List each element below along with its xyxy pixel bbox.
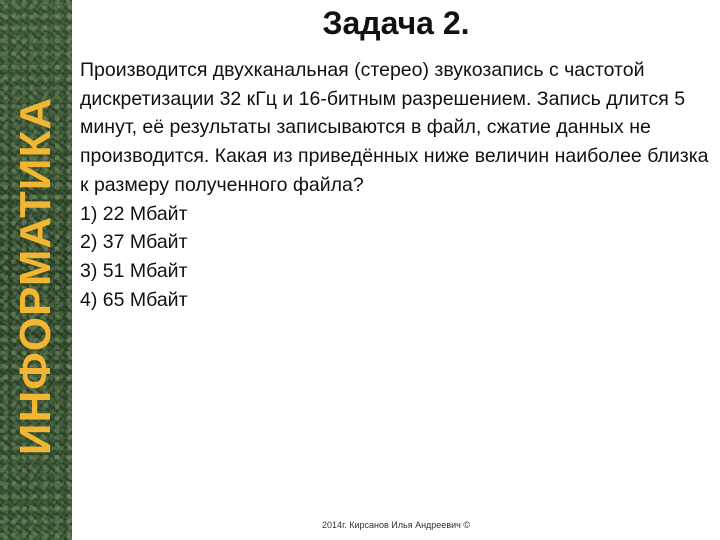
answer-option-1: 1) 22 Мбайт (80, 202, 188, 225)
sidebar-subject-label: ИНФОРМАТИКА (11, 96, 60, 456)
sidebar-banner (0, 0, 72, 540)
author-footer: 2014г. Кирсанов Илья Андреевич © (322, 520, 470, 530)
answer-option-2: 2) 37 Мбайт (80, 231, 188, 254)
task-content (80, 56, 716, 314)
answer-option-4: 4) 65 Мбайт (80, 288, 188, 311)
answer-option-3: 3) 51 Мбайт (80, 259, 188, 282)
answer-list (80, 200, 716, 315)
task-question: Производится двухканальная (стерео) звукозапись с частотой дискретизации 32 кГц и 16-битным разрешением. Запись длится 5 минут, её результаты записываются в файл, сжатие данных не производится. Какая из приведённых ниже величин наиболее близка к размеру полученного файла? (80, 59, 709, 196)
slide-title: Задача 2. (322, 5, 470, 41)
